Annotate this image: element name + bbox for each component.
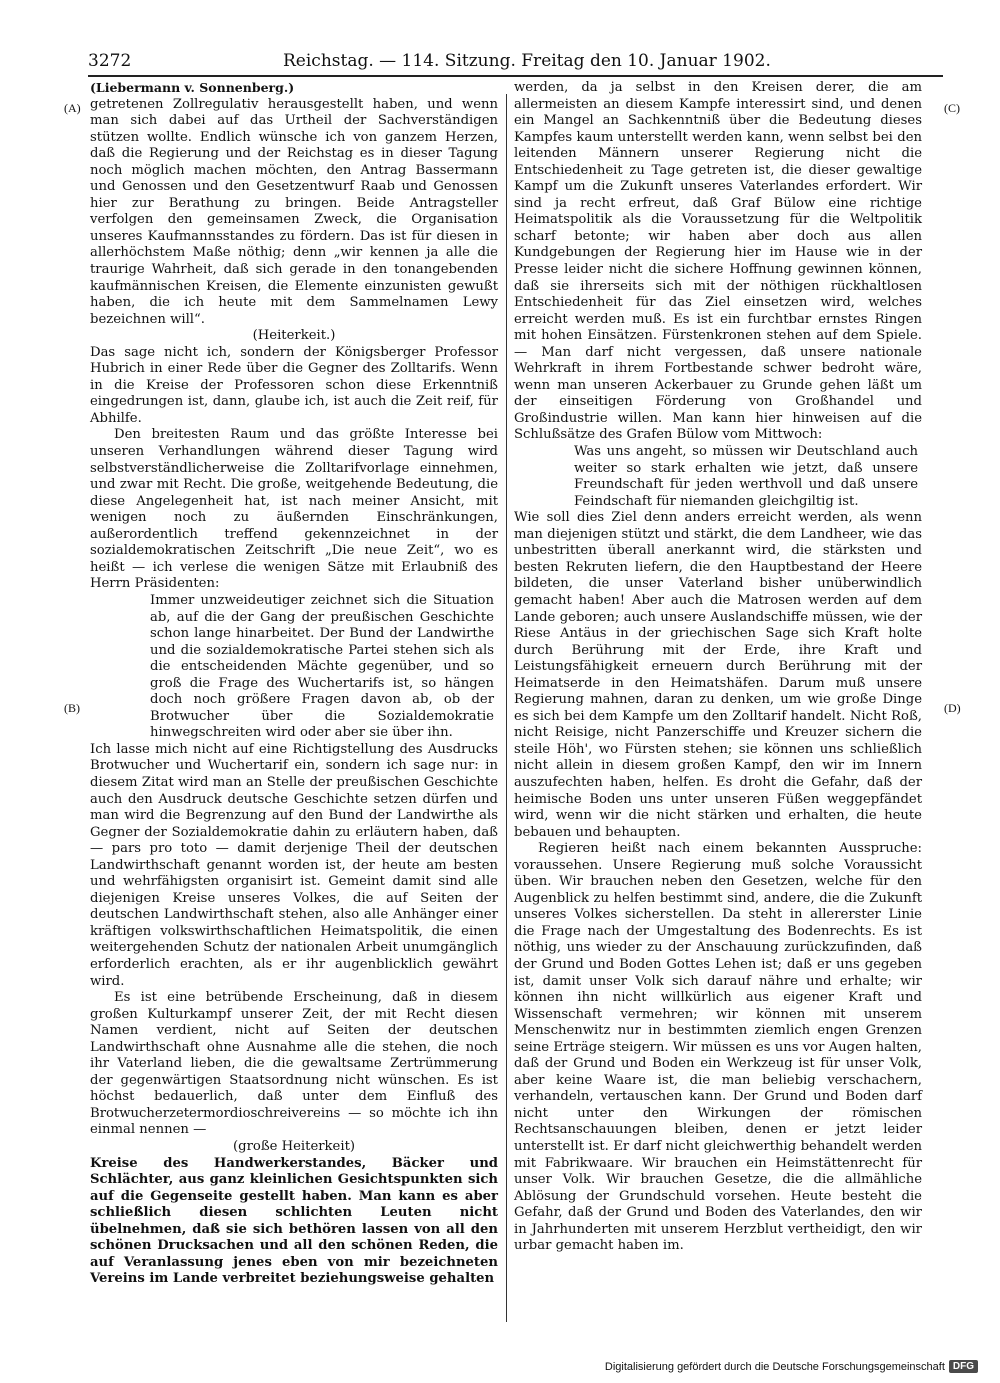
margin-marker-c: (C)	[944, 101, 960, 115]
paragraph: werden, da ja selbst in den Kreisen derer, die am allermeisten an diesem Kampfe interessirt sind, und denen ein Mangel an Sachkenntniß über die Bedeutung dieses Kampfes kaum unterstellt werden kann, wenn selbst bei den leitenden Männern unserer Regierung nicht die Entschiedenheit zu Tage getreten ist, die dieser gewaltige Kampf um die Zukunft unseres Vaterlandes erfordert. Wir sind ja recht erfreut, daß Graf Bülow eine richtige Heimatspolitik als die Voraussetzung für die Weltpolitik scharf betonte; wir haben aber doch aus allen Kundgebungen der Regierung hier im Hause wie in der Presse leider nicht die sichere Hoffnung gewinnen können, daß sie ihrerseits sich mit der nöthigen rückhaltlosen Entschiedenheit für das Ziel einsetzen wird, welches erreicht werden muß. Es ist ein furchtbar ernstes Ringen mit hohen Einsätzen. Fürstenkronen stehen auf dem Spiele. — Man darf nicht vergessen, daß unsere nationale Wehrkraft in ihrem Fortbestande schwer bedroht wäre, wenn man unseren Ackerbauer zu Grunde gehen läßt um der einseitigen Förderung von Großhandel und Großindustrie willen. Man kann hier hinweisen auf die Schlußsätze des Grafen Bülow vom Mittwoch:	[514, 80, 922, 443]
right-column	[514, 80, 922, 1255]
paragraph: Ich lasse mich nicht auf eine Richtigstellung des Ausdrucks Brotwucher und Wuchertarif ein, sondern ich sage nur: in diesem Zitat wird man an Stelle der preußischen Geschichte auch den Ausdruck deutsche Geschichte setzen dürfen und man wird die Begrenzung auf den Bund der Landwirthe als Gegner der Sozialdemokratie dahin zu erläutern haben, daß — pars pro toto — damit derjenige Theil der deutschen Landwirthschaft genannt worden ist, der heute am besten und wehrfähigsten organisirt ist. Gemeint damit sind alle diejenigen Kreise unseres Volkes, die auf Seiten der deutschen Landwirthschaft stehen, also alle Anhänger einer kräftigen volkswirthschaftlichen Heimatspolitik, die einen weitergehenden Schutz der nationalen Arbeit unumgänglich erforderlich erachten, als er ihr augenblicklich gewährt wird.	[90, 741, 498, 989]
left-column	[90, 80, 498, 1288]
stage-direction: (Heiterkeit.)	[252, 328, 336, 344]
margin-marker-a: (A)	[64, 101, 81, 115]
block-quote: Was uns angeht, so müssen wir Deutschland auch weiter so stark erhalten wie jetzt, daß unsere Freundschaft für jeden werthvoll und daß unsere Feindschaft für niemanden gleichgiltig ist.	[574, 444, 918, 509]
stage-direction: (große Heiterkeit)	[232, 1139, 356, 1154]
header-rule	[88, 75, 943, 77]
paragraph: Das sage nicht ich, sondern der Königsberger Professor Hubrich in einer Rede über die Gegner des Zolltarifs. Wenn in die Kreise der Professoren schon diese Erkenntniß eingedrungen ist, dann, glaube ich, ist auch die Zeit reif, für Abhilfe.	[90, 344, 498, 426]
margin-marker-b: (B)	[64, 701, 80, 715]
paragraph: Den breitesten Raum und das größte Interesse bei unseren Verhandlungen während dieser Tagung wird selbstverständlicherweise die Zolltarifvorlage einnehmen, und zwar mit Recht. Die große, weitgehende Bedeutung, die diese Angelegenheit hat, ist nach meiner Ansicht, mit wenigen noch zu äußernden Einschränkungen, außerordentlich treffend gekennzeichnet in der sozialdemokratischen Zeitschrift „Die neue Zeit“, wo es heißt — ich verlese die wenigen Sätze mit Erlaubniß des Herrn Präsidenten:	[90, 427, 498, 592]
margin-marker-d: (D)	[944, 701, 961, 715]
running-title: Reichstag. — 114. Sitzung. Freitag den 10. Januar 1902.	[283, 51, 771, 71]
paragraph: getretenen Zollregulativ herausgestellt haben, und wenn man sich dabei auf das Urtheil der Sachverständigen stützen wollte. Endlich wünsche ich von ganzem Herzen, daß die Regierung und der Reichstag es in dieser Tagung noch möglich machen möchten, den Antrag Bassermann und Genossen und den Gesetzentwurf Raab und Genossen hier zur Berathung zu bringen. Beide Antragsteller verfolgen den gemeinsamen Zweck, die Organisation unseres Kaufmannsstandes zu fördern. Das ist für diesen in allerhöchstem Maße nöthig; denn „wir kennen ja alle die traurige Wahrheit, daß sich gerade in den tonangebenden kaufmännischen Kreisen, die Elemente einzunisten gewußt haben, die ich heute mit dem Sammelnamen Lewy bezeichnen will“.	[90, 96, 498, 327]
digitization-credit	[605, 1360, 978, 1373]
page-number: 3272	[88, 51, 132, 71]
speaker-name: (Liebermann v. Sonnenberg.)	[90, 80, 295, 95]
column-divider	[506, 94, 507, 1322]
dfg-logo: DFG	[949, 1360, 978, 1373]
credit-text: Digitalisierung gefördert durch die Deutsche Forschungsgemeinschaft	[604, 1360, 945, 1373]
paragraph: Regieren heißt nach einem bekannten Ausspruche: voraussehen. Unsere Regierung muß solche Voraussicht üben. Wir brauchen neben den Gesetzen, welche für den Augenblick zu helfen bestimmt sind, andere, die die Zukunft unseres Volkes sicherstellen. Da steht in allererster Linie die Frage nach der Umgestaltung des Bodenrechts. Es ist nöthig, uns wieder zu der Anschauung zurückzufinden, daß der Grund und Boden Gottes Lehen ist; daß er uns gegeben ist, damit unser Volk sich darauf nähre und erhalte; wir können ihn nicht willkürlich aus eigener Kraft und Wissenschaft vermehren; wir können mit unserem Menschenwitz nur in bestimmten ziemlich engen Grenzen seine Erträge steigern. Wir müssen es uns vor Augen halten, daß der Grund und Boden ein Werkzeug ist für unser Volk, aber keine Waare ist, die man beliebig verschachern, verhandeln, vertauschen kann. Der Grund und Boden darf nicht unter den Wirkungen der römischen Rechtsanschauungen bleiben, denen er jetzt leider unterstellt ist. Er darf nicht gleichwerthig behandelt werden mit Fabrikwaare. Wir brauchen ein Heimstättenrecht für unser Volk. Wir brauchen Gesetze, die die allmähliche Ablösung der Grundschuld vorsehen. Heute besteht die Gefahr, daß der Grund und Boden des Vaterlandes, den wir in Jahrhunderten mit unserem Herzblut vertheidigt, den wir urbar gemacht haben im.	[514, 841, 922, 1254]
paragraph: Es ist eine betrübende Erscheinung, daß in diesem großen Kulturkampf unserer Zeit, der mit Recht diesen Namen verdient, nicht auf Seiten der deutschen Landwirthschaft ohne Ausnahme alle die stehen, die noch ihr Vaterland lieben, die die gewaltsame Zertrümmerung der gegenwärtigen Staatsordnung nicht wünschen. Es ist höchst bedauerlich, daß unter dem Einfluß des Brotwucherzetermordioschreivereins — so möchte ich ihn einmal nennen —	[90, 990, 498, 1138]
paragraph: Kreise des Handwerkerstandes, Bäcker und Schlächter, aus ganz kleinlichen Gesichtspunkten sich auf die Gegenseite gestellt haben. Man kann es aber schließlich diesen schlichten Leuten nicht übelnehmen, daß sie sich bethören lassen von all den schönen Drucksachen und all den schönen Reden, die auf Veranlassung jenes eben von mir bezeichneten Vereins im Lande verbreitet beziehungsweise gehalten	[90, 1155, 498, 1287]
paragraph: Wie soll dies Ziel denn anders erreicht werden, als wenn man diejenigen stützt und stärkt, die dem Landheer, wie das unbestritten überall anerkannt wird, die stärksten und besten Rekruten liefern, die den Hauptbestand der Heere bildeten, die unser Vaterland bisher unüberwindlich gemacht haben! Aber auch die Matrosen werden auf dem Lande geboren; auch unsere Auslandschiffe müssen, wie der Riese Antäus in der griechischen Sage sich Kraft holte durch Berührung mit der Erde, ihre Kraft und Leistungsfähigkeit erneuern durch Berührung mit der Heimatserde in den Heimatshäfen. Darum muß unsere Regierung mahnen, daran zu denken, um wie große Dinge es sich bei dem Kampfe um den Zolltarif handelt. Nicht Roß, nicht Reisige, nicht Panzerschiffe und Kreuzer sichern die steile Höh', wo Fürsten stehen; sie können uns schließlich nicht allein in diesem großen Kampf, den wir im Innern auszufechten haben, helfen. Es droht die Gefahr, daß der heimische Boden uns unter unseren Füßen weggepfändet wird, wenn wir die nicht stärken und erhalten, die heute bebauen und behaupten.	[514, 510, 922, 840]
block-quote: Immer unzweideutiger zeichnet sich die Situation ab, auf die der Gang der preußischen Geschichte schon lange hinarbeitet. Der Bund der Landwirthe und die sozialdemokratische Partei stehen sich als die entscheidenden Mächte gegenüber, und so groß die Frage des Wuchertarifs ist, so hängen doch noch größere Fragen davon ab, ob der Brotwucher über die Sozialdemokratie hinwegschreiten wird oder aber sie über ihn.	[150, 592, 494, 741]
page-header	[88, 48, 943, 74]
